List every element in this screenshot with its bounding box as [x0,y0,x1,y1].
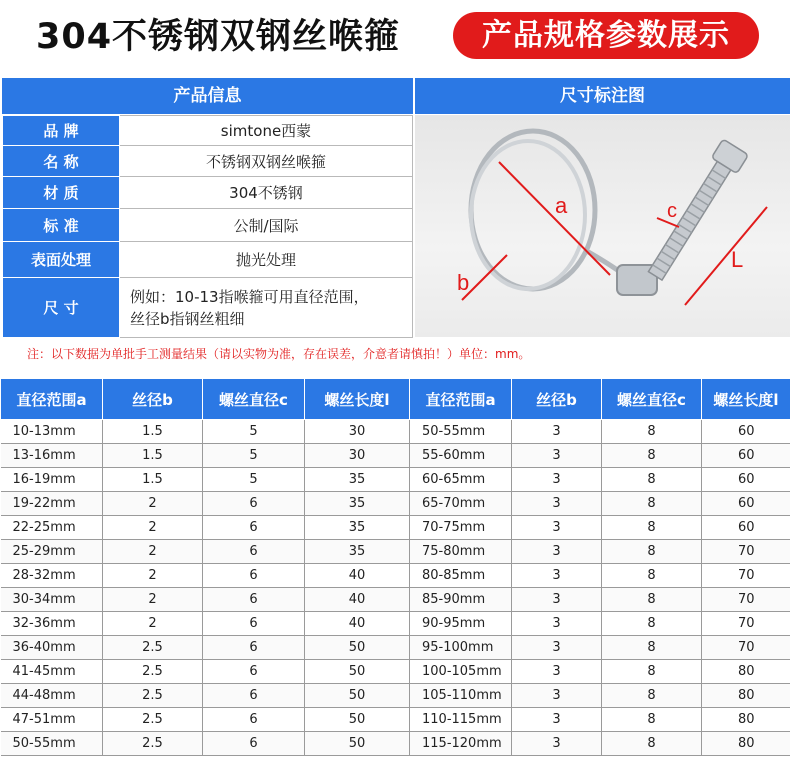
spec-header-row [1,379,790,420]
cell-wire-b: 1.5 [103,420,203,444]
cell-screw-dia-c: 8 [602,636,702,660]
cell-wire-b: 3 [512,708,602,732]
wire-loop-inner [471,141,585,289]
dimension-a-label: a [555,193,568,218]
cell-wire-b: 2 [103,492,203,516]
cell-diameter-a: 75-80mm [410,540,512,564]
cell-screw-len-l: 80 [702,660,790,684]
header-screw-dia-c: 螺丝直径c [203,379,305,420]
info-label: 材 质 [3,177,120,209]
cell-diameter-a: 85-90mm [410,588,512,612]
cell-diameter-a: 105-110mm [410,684,512,708]
cell-screw-len-l: 35 [305,468,410,492]
dimension-c-label: c [667,200,677,222]
info-label: 名 称 [3,146,120,177]
cell-diameter-a: 25-29mm [1,540,103,564]
table-row [1,444,790,468]
cell-diameter-a: 60-65mm [410,468,512,492]
table-row [1,540,790,564]
screw-shaft [648,161,730,280]
page-title: 304不锈钢双钢丝喉箍 [36,17,401,57]
cell-screw-len-l: 80 [702,732,790,756]
info-row-finish [3,242,413,278]
cell-wire-b: 2 [103,540,203,564]
cell-screw-len-l: 70 [702,612,790,636]
table-row [1,468,790,492]
cell-screw-len-l: 50 [305,660,410,684]
cell-screw-len-l: 50 [305,732,410,756]
cell-screw-len-l: 60 [702,468,790,492]
cell-screw-len-l: 30 [305,420,410,444]
cell-wire-b: 3 [512,564,602,588]
cell-wire-b: 3 [512,444,602,468]
cell-screw-dia-c: 8 [602,444,702,468]
cell-wire-b: 3 [512,588,602,612]
cell-screw-dia-c: 8 [602,540,702,564]
wire-loop-outer [471,131,595,289]
cell-screw-dia-c: 8 [602,708,702,732]
cell-wire-b: 3 [512,540,602,564]
cell-diameter-a: 90-95mm [410,612,512,636]
table-row [1,420,790,444]
cell-diameter-a: 30-34mm [1,588,103,612]
header-screw-dia-c-2: 螺丝直径c [602,379,702,420]
cell-wire-b: 3 [512,732,602,756]
header-wire-b-2: 丝径b [512,379,602,420]
cell-screw-dia-c: 6 [203,588,305,612]
cell-screw-dia-c: 8 [602,684,702,708]
cell-screw-len-l: 50 [305,636,410,660]
title-row [0,0,790,66]
dimension-b-label: b [457,270,470,295]
cell-screw-len-l: 40 [305,612,410,636]
cell-diameter-a: 44-48mm [1,684,103,708]
cell-diameter-a: 28-32mm [1,564,103,588]
cell-screw-dia-c: 8 [602,732,702,756]
dimension-l-label: L [731,247,744,272]
table-row [1,492,790,516]
cell-screw-len-l: 70 [702,564,790,588]
info-value: 不锈钢双钢丝喉箍 [120,146,413,177]
cell-screw-len-l: 50 [305,708,410,732]
cell-screw-len-l: 35 [305,540,410,564]
cell-screw-len-l: 60 [702,516,790,540]
cell-screw-dia-c: 5 [203,444,305,468]
table-row [1,564,790,588]
info-row-brand [3,116,413,146]
cell-diameter-a: 80-85mm [410,564,512,588]
cell-wire-b: 3 [512,468,602,492]
cell-diameter-a: 50-55mm [410,420,512,444]
table-row [1,588,790,612]
cell-screw-dia-c: 8 [602,516,702,540]
cell-diameter-a: 32-36mm [1,612,103,636]
info-value: 公制/国际 [120,209,413,242]
header-screw-len-l-2: 螺丝长度l [702,379,790,420]
cell-diameter-a: 16-19mm [1,468,103,492]
cell-screw-dia-c: 6 [203,492,305,516]
cell-wire-b: 3 [512,492,602,516]
cell-screw-dia-c: 6 [203,516,305,540]
cell-diameter-a: 100-105mm [410,660,512,684]
cell-screw-len-l: 35 [305,492,410,516]
cell-screw-dia-c: 8 [602,468,702,492]
table-row [1,660,790,684]
cell-diameter-a: 115-120mm [410,732,512,756]
cell-screw-dia-c: 5 [203,420,305,444]
cell-wire-b: 3 [512,516,602,540]
cell-wire-b: 2 [103,516,203,540]
cell-diameter-a: 19-22mm [1,492,103,516]
cell-screw-len-l: 40 [305,564,410,588]
spec-body [1,420,790,756]
cell-screw-dia-c: 8 [602,420,702,444]
cell-diameter-a: 36-40mm [1,636,103,660]
info-label: 尺 寸 [3,278,120,338]
cell-screw-dia-c: 6 [203,636,305,660]
cell-screw-dia-c: 8 [602,612,702,636]
table-row [1,684,790,708]
info-value: 304不锈钢 [120,177,413,209]
cell-screw-len-l: 60 [702,444,790,468]
dimension-diagram-heading: 尺寸标注图 [415,78,790,114]
cell-diameter-a: 55-60mm [410,444,512,468]
cell-wire-b: 2.5 [103,732,203,756]
cell-screw-len-l: 70 [702,588,790,612]
cell-screw-dia-c: 6 [203,564,305,588]
size-note-line2: 丝径b指钢丝粗细 [130,309,245,328]
cell-screw-dia-c: 8 [602,492,702,516]
cell-screw-len-l: 80 [702,708,790,732]
cell-screw-dia-c: 6 [203,732,305,756]
cell-screw-len-l: 80 [702,684,790,708]
info-value: simtone西蒙 [120,116,413,146]
cell-screw-len-l: 40 [305,588,410,612]
cell-screw-dia-c: 6 [203,708,305,732]
cell-wire-b: 3 [512,636,602,660]
cell-wire-b: 2 [103,588,203,612]
cell-wire-b: 2.5 [103,636,203,660]
cell-screw-dia-c: 6 [203,540,305,564]
spec-table [0,378,790,756]
info-row-standard [3,209,413,242]
cell-diameter-a: 70-75mm [410,516,512,540]
cell-wire-b: 3 [512,660,602,684]
cell-diameter-a: 47-51mm [1,708,103,732]
cell-wire-b: 3 [512,684,602,708]
cell-screw-len-l: 70 [702,540,790,564]
cell-diameter-a: 10-13mm [1,420,103,444]
info-row-name [3,146,413,177]
info-value [120,278,413,338]
cell-diameter-a: 50-55mm [1,732,103,756]
cell-screw-dia-c: 6 [203,660,305,684]
cell-wire-b: 2.5 [103,708,203,732]
header-screw-len-l: 螺丝长度l [305,379,410,420]
cell-screw-len-l: 60 [702,492,790,516]
cell-screw-len-l: 35 [305,516,410,540]
cell-wire-b: 1.5 [103,468,203,492]
cell-wire-b: 2 [103,612,203,636]
cell-diameter-a: 41-45mm [1,660,103,684]
cell-wire-b: 3 [512,420,602,444]
measurement-note: 注：以下数据为单批手工测量结果（请以实物为准，存在误差，介意者请慎拍！）单位：mm。 [27,347,531,361]
size-note-line1: 例如：10-13指喉箍可用直径范围， [130,287,369,306]
cell-screw-len-l: 60 [702,420,790,444]
header-diameter-a-2: 直径范围a [410,379,512,420]
header-diameter-a: 直径范围a [1,379,103,420]
cell-wire-b: 2.5 [103,660,203,684]
product-info-table [2,115,413,338]
table-row [1,732,790,756]
cell-diameter-a: 110-115mm [410,708,512,732]
table-row [1,612,790,636]
table-row [1,708,790,732]
cell-screw-dia-c: 6 [203,612,305,636]
cell-screw-len-l: 30 [305,444,410,468]
product-info-heading: 产品信息 [2,78,413,114]
cell-screw-dia-c: 5 [203,468,305,492]
info-label: 表面处理 [3,242,120,278]
table-row [1,516,790,540]
hose-clamp-diagram [415,115,790,337]
cell-screw-dia-c: 8 [602,564,702,588]
hose-clamp-illustration [415,115,790,337]
cell-screw-len-l: 70 [702,636,790,660]
cell-wire-b: 2.5 [103,684,203,708]
info-row-size [3,278,413,338]
info-row-material [3,177,413,209]
cell-screw-dia-c: 8 [602,660,702,684]
cell-wire-b: 2 [103,564,203,588]
cell-diameter-a: 95-100mm [410,636,512,660]
cell-wire-b: 1.5 [103,444,203,468]
cell-wire-b: 3 [512,612,602,636]
cell-diameter-a: 13-16mm [1,444,103,468]
header-wire-b: 丝径b [103,379,203,420]
table-row [1,636,790,660]
cell-screw-dia-c: 6 [203,684,305,708]
info-label: 标 准 [3,209,120,242]
cell-screw-dia-c: 8 [602,588,702,612]
spec-badge: 产品规格参数展示 [453,12,759,59]
cell-screw-len-l: 50 [305,684,410,708]
cell-diameter-a: 65-70mm [410,492,512,516]
cell-diameter-a: 22-25mm [1,516,103,540]
info-value: 抛光处理 [120,242,413,278]
info-label: 品 牌 [3,116,120,146]
